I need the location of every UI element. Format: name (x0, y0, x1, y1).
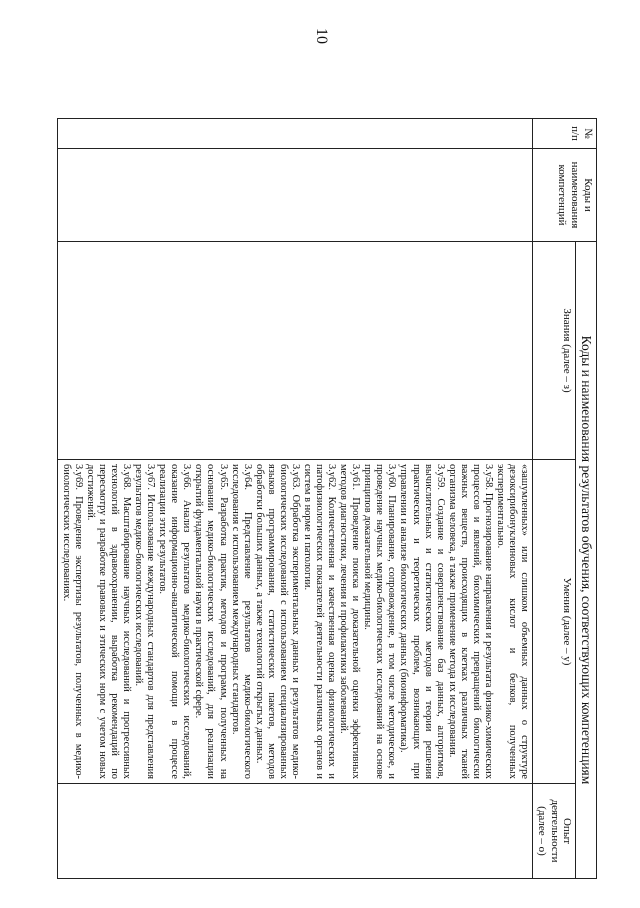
cell-competency (57, 149, 532, 242)
skill-item: 3.у68. Масштабирование научных исследований и прогрессивных технологий в здравоохранении, выработка рекомендаций по пересмотру и разработке правовых и этических норм с учетом новых достижений. (84, 464, 133, 779)
page-number: 10 (313, 28, 330, 44)
skill-item: 3.у64. Представление результатов медико-биологического исследования с использованием международных стандартов. (229, 464, 253, 779)
skill-item: 3.у60. Планирование, сопровождение, в том числе методическое, и проведение научных медико-биологических исследований на основе принципов доказательной медицины. (362, 464, 398, 779)
header-number: № п/п (533, 119, 597, 149)
skill-item: 3.у65. Разработка практик, методов и программ, полученных на основании медико-биологических исследований, для реализации открытий фундаментальной науки в практической сфере. (193, 464, 229, 779)
cell-experience (57, 784, 532, 879)
cell-skills (57, 460, 532, 784)
cell-number (57, 119, 532, 149)
skill-item: 3.у61. Проведение поиска и доказательной оценки эффективных методов диагностики, лечения и профилактики заболеваний. (338, 464, 362, 779)
skill-item: 3.у63. Обработка экспериментальных данных и результатов медико-биологических исследований с использованием специализированных языков программирования, статистических пакетов, методов обработки больших данных, а также технологий открытых данных. (253, 464, 301, 779)
competencies-table (57, 118, 597, 879)
skill-item: 3.у67. Использование международных стандартов для представления результатов медико-биологических исследований. (133, 464, 157, 779)
skill-item: 3.у62. Количественная и качественная оценка физиологических и патофизиологических показателей деятельности различных органов и систем в норме и патологии. (301, 464, 338, 779)
header-knowledge: Знания (далее – з) (533, 242, 576, 460)
skill-item: 3.у66. Анализ результатов медико-биологических исследований, оказание информационно-аналитической помощи в процессе реализации этих результатов. (157, 464, 193, 779)
skill-item: 3.у69. Проведение экспертизы результатов, полученных в медико-биологических исследованиях. (60, 464, 84, 779)
cell-knowledge (57, 242, 532, 460)
skill-item: 3.у59. Создание и совершенствование баз данных, алгоритмов, вычислительных и статистических методов и теории решения практических и теоретических проблем, возникающих при управлении и анализе биологических данных (биоинформатика). (398, 464, 446, 779)
header-experience: Опыт деятельности (далее – о) (533, 784, 576, 879)
header-competency-codes: Коды и наименования компетенций (533, 149, 597, 242)
header-learning-results: Коды и наименования результатов обучения, соответствующих компетенциям (576, 242, 597, 879)
skill-item: «зашумленных» или слишком объемных данных о структуре дезоксирибонуклеиновых кислот и белков, полученных экспериментально. (494, 464, 531, 779)
skill-item: 3.у58. Прогнозирование направления и результата физико-химических процессов и явлений, биохимических превращений биологически важных веществ, происходящих в клетках различных тканей организма человека, а также применение метода их исследования. (446, 464, 494, 779)
rotated-table-wrapper (60, 118, 597, 878)
table-row (57, 119, 532, 879)
header-skills: Умения (далее – у) (533, 460, 576, 784)
